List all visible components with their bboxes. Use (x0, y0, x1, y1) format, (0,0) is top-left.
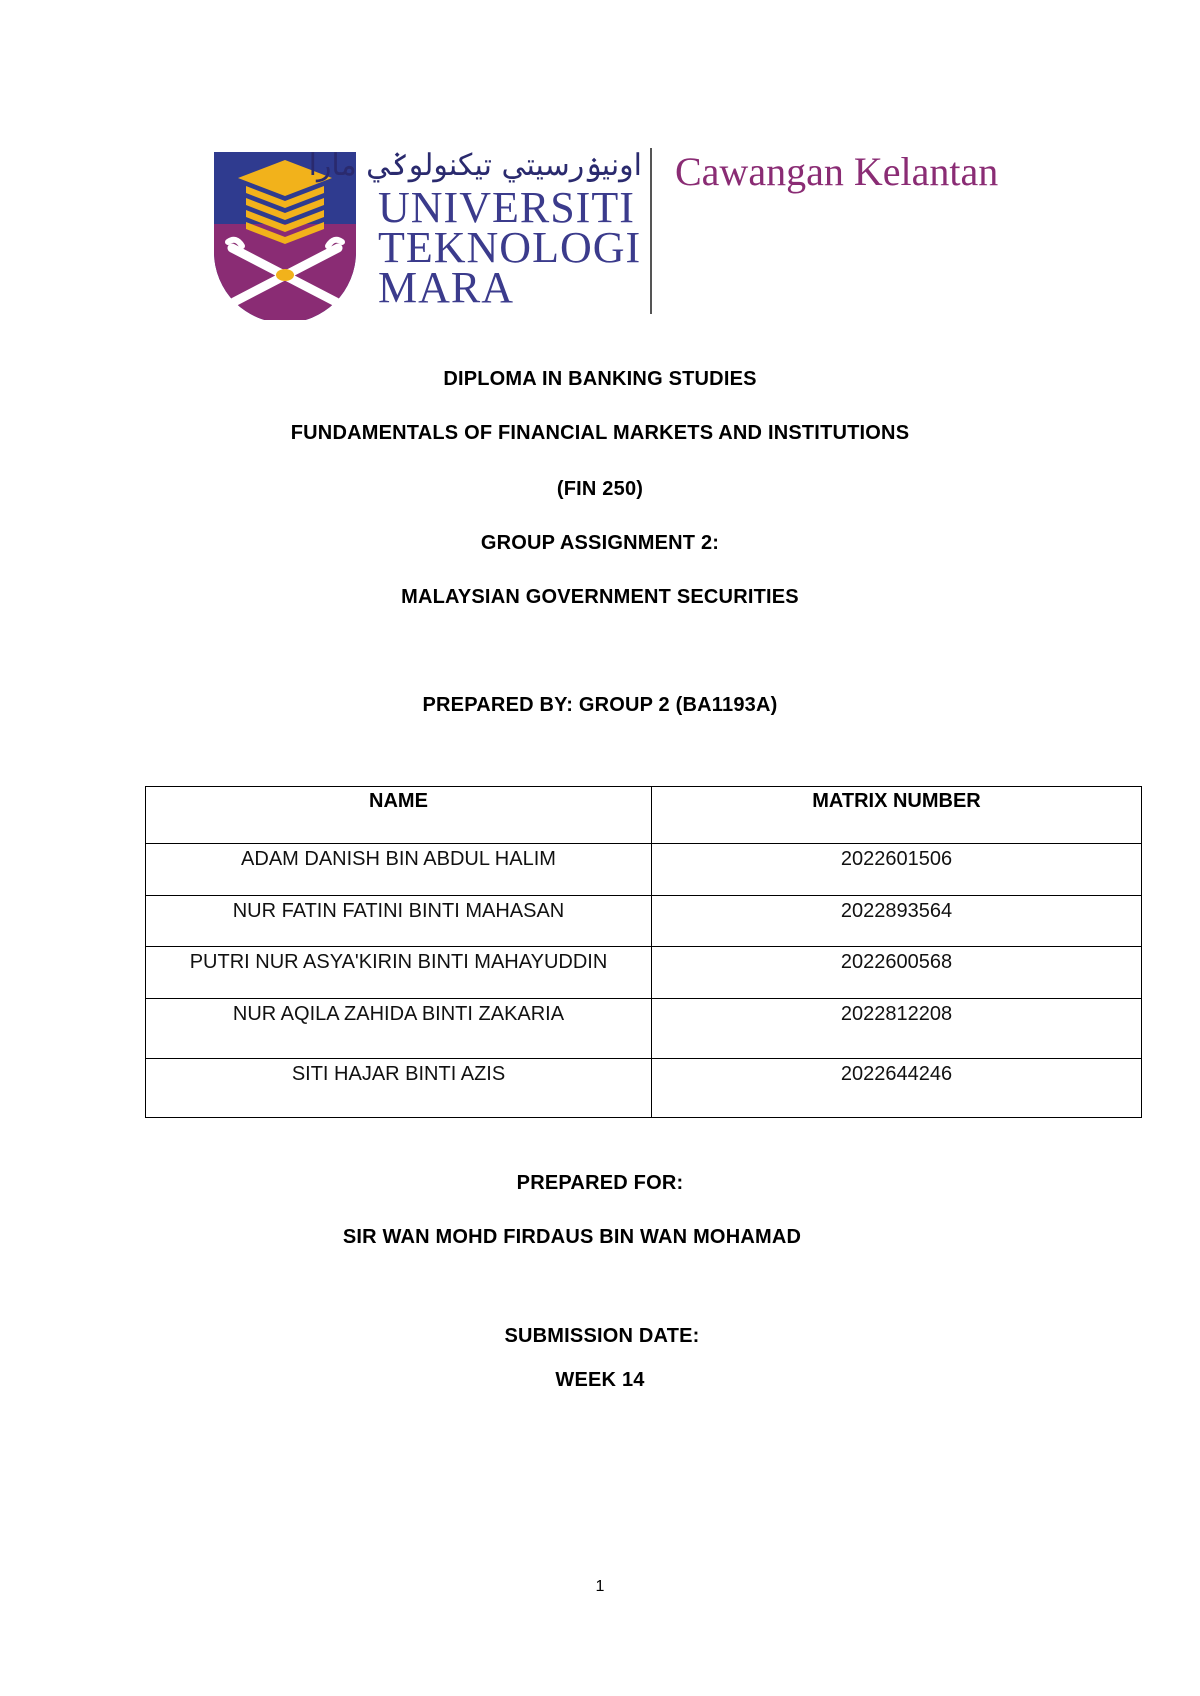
branch-name: Cawangan Kelantan (675, 149, 999, 194)
course-code: (FIN 250) (556, 478, 644, 500)
submission-date-value: WEEK 14 (555, 1369, 645, 1391)
prepared-for-label: PREPARED FOR: (516, 1172, 684, 1194)
assignment-title: GROUP ASSIGNMENT 2: (480, 532, 720, 554)
member-matrix: 2022644246 (840, 1063, 953, 1085)
member-name: PUTRI NUR ASYA'KIRIN BINTI MAHAYUDDIN (189, 951, 608, 973)
logo-jawi-text: اونيۏرسيتي تيكنولوݢي مارا (308, 148, 642, 183)
member-name-cell (146, 1059, 652, 1118)
lecturer-name: SIR WAN MOHD FIRDAUS BIN WAN MOHAMAD (342, 1226, 802, 1248)
member-name: ADAM DANISH BIN ABDUL HALIM (241, 848, 556, 870)
member-matrix: 2022893564 (840, 900, 953, 922)
table-row (146, 947, 1142, 999)
member-name: NUR FATIN FATINI BINTI MAHASAN (232, 900, 565, 922)
programme-title: DIPLOMA IN BANKING STUDIES (443, 368, 757, 390)
wordmark-universiti: UNIVERSITI (378, 183, 635, 232)
table-header-row (146, 787, 1142, 844)
member-matrix: 2022600568 (840, 951, 953, 973)
members-table (145, 786, 1142, 1118)
member-matrix-cell (652, 1059, 1142, 1118)
wordmark-mara: MARA (378, 263, 515, 312)
member-name: SITI HAJAR BINTI AZIS (291, 1063, 506, 1085)
member-name-cell (146, 947, 652, 999)
member-name-cell (146, 896, 652, 947)
member-matrix: 2022812208 (840, 1003, 953, 1025)
member-matrix: 2022601506 (840, 848, 953, 870)
table-row (146, 896, 1142, 947)
member-name-cell (146, 844, 652, 896)
page-number: 1 (595, 1578, 605, 1595)
uitm-logo (214, 148, 1034, 320)
prepared-by: PREPARED BY: GROUP 2 (BA1193A) (422, 694, 778, 716)
member-matrix-cell (652, 844, 1142, 896)
submission-date-label: SUBMISSION DATE: (504, 1325, 700, 1347)
member-name: NUR AQILA ZAHIDA BINTI ZAKARIA (232, 1003, 565, 1025)
table-row (146, 844, 1142, 896)
logo-wordmark (378, 183, 642, 312)
member-matrix-cell (652, 999, 1142, 1059)
logo-divider (650, 148, 652, 314)
table-row (146, 999, 1142, 1059)
topic-title: MALAYSIAN GOVERNMENT SECURITIES (401, 586, 799, 608)
wordmark-teknologi: TEKNOLOGI (378, 223, 642, 272)
course-title: FUNDAMENTALS OF FINANCIAL MARKETS AND INSTITUTIONS (290, 422, 910, 444)
table-row (146, 1059, 1142, 1118)
header-name: NAME (146, 787, 652, 844)
header-matrix-number: MATRIX NUMBER (652, 787, 1142, 844)
member-name-cell (146, 999, 652, 1059)
member-matrix-cell (652, 947, 1142, 999)
member-matrix-cell (652, 896, 1142, 947)
